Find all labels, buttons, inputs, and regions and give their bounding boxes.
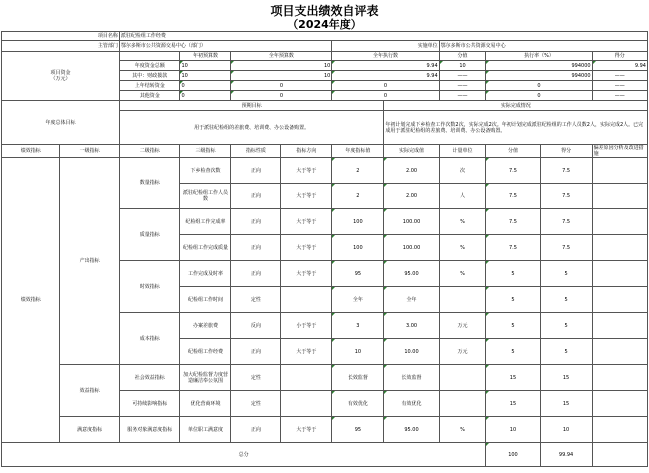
funds-row-name: 上年结转资金 [119, 81, 180, 91]
impl-label: 实施单位 [332, 41, 439, 52]
funds-row-name: 年度资金总额 [119, 61, 180, 71]
nature-cell: 正向 [231, 235, 281, 261]
target-cell: 有效优化 [332, 391, 384, 417]
target-cell: 95 [332, 261, 384, 287]
target-cell: 3 [332, 313, 384, 339]
total-label: 总分 [2, 443, 486, 467]
level3-cell: 优化营商环境 [180, 391, 231, 417]
actual-cell: 全年 [384, 287, 439, 313]
got-cell: 7.5 [540, 209, 592, 235]
funds-cell: 0 [180, 81, 231, 91]
unit-cell: % [439, 209, 486, 235]
nature-cell: 正向 [231, 158, 281, 184]
nature-cell: 反向 [231, 313, 281, 339]
target-cell: 100 [332, 209, 384, 235]
project-row [2, 32, 648, 41]
deviation-cell [592, 313, 647, 339]
funds-cell: —— [439, 71, 486, 81]
total-row [2, 443, 648, 467]
goals-header-row [2, 101, 648, 111]
nature-cell: 正向 [231, 417, 281, 443]
got-cell: 7.5 [540, 184, 592, 209]
level3-cell: 纪检组工作经费 [180, 339, 231, 365]
level3-cell: 纪检组工作时间 [180, 287, 231, 313]
funds-cell: 10 [439, 61, 486, 71]
funds-header: 全年执行数 [332, 52, 439, 61]
nature-cell: 正向 [231, 184, 281, 209]
funds-cell: 0 [231, 91, 332, 101]
level3-cell: 单位职工满意度 [180, 417, 231, 443]
funds-cell: —— [592, 91, 647, 101]
score-cell: 7.5 [486, 235, 540, 261]
target-cell: 长效监督 [332, 365, 384, 391]
total-score: 100 [486, 443, 540, 467]
level3-cell: 办案差旅费 [180, 313, 231, 339]
deviation-cell [592, 287, 647, 313]
score-cell: 5 [486, 287, 540, 313]
actual-cell: 2.00 [384, 158, 439, 184]
funds-cell: 0 [486, 91, 592, 101]
level3-cell: 纪检组工作完成率 [180, 209, 231, 235]
page-title: 项目支出绩效自评表 [270, 4, 379, 18]
level2-timeliness: 时效指标 [119, 261, 180, 313]
actual-cell: 2.00 [384, 184, 439, 209]
direction-cell: 大于等于 [281, 209, 332, 235]
funds-cell: 9.94 [592, 61, 647, 71]
deviation-cell [592, 365, 647, 391]
unit-cell: 万元 [439, 339, 486, 365]
nature-cell: 正向 [231, 261, 281, 287]
unit-cell: % [439, 235, 486, 261]
level2-cost: 成本指标 [119, 313, 180, 365]
goals-actual-label: 实际完成情况 [384, 101, 648, 111]
perf-label: 绩效指标 [2, 158, 60, 443]
funds-header: 全年预算数 [231, 52, 332, 61]
funds-cell: 994000 [486, 61, 592, 71]
direction-cell: 大于等于 [281, 339, 332, 365]
funds-header-row [2, 52, 648, 61]
dept-row [2, 41, 648, 52]
evaluation-table [1, 31, 648, 467]
funds-cell: —— [439, 81, 486, 91]
indicator-header: 指标方向 [281, 145, 332, 158]
level2-social: 社会效益指标 [119, 365, 180, 391]
level2-sustainable: 可持续影响指标 [119, 391, 180, 417]
unit-cell: % [439, 261, 486, 287]
unit-cell [439, 391, 486, 417]
actual-cell: 95.00 [384, 261, 439, 287]
total-got: 99.94 [540, 443, 592, 467]
target-cell: 2 [332, 184, 384, 209]
actual-cell: 100.00 [384, 235, 439, 261]
target-cell: 全年 [332, 287, 384, 313]
funds-header: 年初预算数 [180, 52, 231, 61]
score-cell: 15 [486, 365, 540, 391]
indicator-header: 偏差原因分析及改进措施 [592, 145, 647, 158]
score-cell: 15 [486, 391, 540, 417]
funds-row-name: 其中：财政拨款 [119, 71, 180, 81]
actual-cell: 95.00 [384, 417, 439, 443]
indicator-header: 分值 [486, 145, 540, 158]
deviation-cell [592, 158, 647, 184]
indicator-header: 年度指标值 [332, 145, 384, 158]
funds-cell: 0 [231, 81, 332, 91]
unit-cell: 人 [439, 184, 486, 209]
funds-cell: 10 [231, 71, 332, 81]
direction-cell: 大于等于 [281, 235, 332, 261]
unit-cell: 次 [439, 158, 486, 184]
funds-cell: 9.94 [332, 71, 439, 81]
funds-cell: 0 [180, 91, 231, 101]
level3-cell: 派驻纪检组工作人员数 [180, 184, 231, 209]
direction-cell [281, 287, 332, 313]
direction-cell: 大于等于 [281, 417, 332, 443]
table-row [2, 417, 648, 443]
indicator-header: 一级指标 [60, 145, 120, 158]
total-deviation [592, 443, 647, 467]
target-cell: 10 [332, 339, 384, 365]
deviation-cell [592, 391, 647, 417]
funds-cell: 994000 [486, 71, 592, 81]
direction-cell [281, 365, 332, 391]
funds-cell: 0 [486, 81, 592, 91]
indicator-header: 指标性质 [231, 145, 281, 158]
indicator-header-row [2, 145, 648, 158]
funds-cell: 0 [332, 91, 439, 101]
direction-cell: 大于等于 [281, 261, 332, 287]
score-cell: 5 [486, 339, 540, 365]
level1-satisfaction: 满意度指标 [60, 417, 120, 443]
deviation-cell [592, 209, 647, 235]
target-cell: 100 [332, 235, 384, 261]
page-subtitle: （2024年度） [287, 18, 362, 31]
nature-cell: 定性 [231, 391, 281, 417]
goals-expected-label: 预期目标 [119, 101, 383, 111]
indicator-header: 绩效指标 [2, 145, 60, 158]
got-cell: 5 [540, 287, 592, 313]
impl-value: 鄂尔多斯市公共资源交易中心 [439, 41, 647, 52]
funds-header: 执行率（%） [486, 52, 592, 61]
funds-cell: 9.94 [332, 61, 439, 71]
funds-header-blank [119, 52, 180, 61]
unit-cell: 万元 [439, 313, 486, 339]
table-row [2, 365, 648, 391]
indicator-header: 二级指标 [119, 145, 180, 158]
nature-cell: 正向 [231, 339, 281, 365]
goals-actual: 年初计划完成下乡检查工作次数2次，实际完成2次。年初计划完成派驻纪检组的工作人员数2人，实际完成2人。已完成用于派驻纪检组的差旅费、培训费、办公设备购置。 [384, 111, 648, 145]
actual-cell: 长效监督 [384, 365, 439, 391]
level2-client: 服务对象满意度指标 [119, 417, 180, 443]
deviation-cell [592, 184, 647, 209]
score-cell: 7.5 [486, 209, 540, 235]
funds-cell: 0 [332, 81, 439, 91]
score-cell: 5 [486, 313, 540, 339]
got-cell: 7.5 [540, 235, 592, 261]
goals-expected: 用于派驻纪检组的差旅费、培训费、办公设备购置。 [119, 111, 383, 145]
score-cell: 5 [486, 261, 540, 287]
funds-cell: 10 [180, 61, 231, 71]
indicator-header: 得分 [540, 145, 592, 158]
unit-cell [439, 287, 486, 313]
funds-header: 得分 [592, 52, 647, 61]
level1-benefit: 效益指标 [60, 365, 120, 417]
goals-label: 年度总体目标 [2, 101, 120, 145]
funds-row-name: 其他资金 [119, 91, 180, 101]
level2-quantity: 数量指标 [119, 158, 180, 209]
dept-label: 主管部门 [2, 41, 120, 52]
score-cell: 7.5 [486, 158, 540, 184]
target-cell: 2 [332, 158, 384, 184]
score-cell: 10 [486, 417, 540, 443]
direction-cell [281, 391, 332, 417]
got-cell: 7.5 [540, 158, 592, 184]
got-cell: 15 [540, 365, 592, 391]
nature-cell: 正向 [231, 209, 281, 235]
table-row [2, 158, 648, 184]
actual-cell: 有效优化 [384, 391, 439, 417]
indicator-header: 计量单位 [439, 145, 486, 158]
level2-quality: 质量指标 [119, 209, 180, 261]
indicator-header: 实际完成值 [384, 145, 439, 158]
indicator-header: 三级指标 [180, 145, 231, 158]
deviation-cell [592, 339, 647, 365]
got-cell: 5 [540, 261, 592, 287]
funds-cell: —— [439, 91, 486, 101]
deviation-cell [592, 417, 647, 443]
got-cell: 5 [540, 339, 592, 365]
direction-cell: 大于等于 [281, 184, 332, 209]
level1-output: 产出指标 [60, 158, 120, 365]
score-cell: 7.5 [486, 184, 540, 209]
dept-value: 鄂尔多斯市公共资源交易中心（部门） [119, 41, 331, 52]
level3-cell: 下乡检查次数 [180, 158, 231, 184]
level3-cell: 纪检组工作完成质量 [180, 235, 231, 261]
nature-cell: 定性 [231, 365, 281, 391]
level3-cell: 工作完成及时率 [180, 261, 231, 287]
unit-cell [439, 365, 486, 391]
nature-cell: 定性 [231, 287, 281, 313]
funds-cell: —— [592, 71, 647, 81]
direction-cell: 大于等于 [281, 158, 332, 184]
got-cell: 5 [540, 313, 592, 339]
actual-cell: 100.00 [384, 209, 439, 235]
unit-cell: % [439, 417, 486, 443]
target-cell: 95 [332, 417, 384, 443]
deviation-cell [592, 235, 647, 261]
funds-cell: 10 [231, 61, 332, 71]
got-cell: 15 [540, 391, 592, 417]
funds-label: 项目资金 （万元） [2, 52, 120, 101]
funds-cell: 10 [180, 71, 231, 81]
funds-cell: —— [592, 81, 647, 91]
actual-cell: 10.00 [384, 339, 439, 365]
actual-cell: 3.00 [384, 313, 439, 339]
got-cell: 10 [540, 417, 592, 443]
project-name: 派驻纪检组工作经费 [119, 32, 647, 41]
project-label: 项目名称 [2, 32, 120, 41]
level3-cell: 加大纪检监督力度营造廉洁奉公氛围 [180, 365, 231, 391]
funds-header: 分值 [439, 52, 486, 61]
direction-cell: 小于等于 [281, 313, 332, 339]
deviation-cell [592, 261, 647, 287]
